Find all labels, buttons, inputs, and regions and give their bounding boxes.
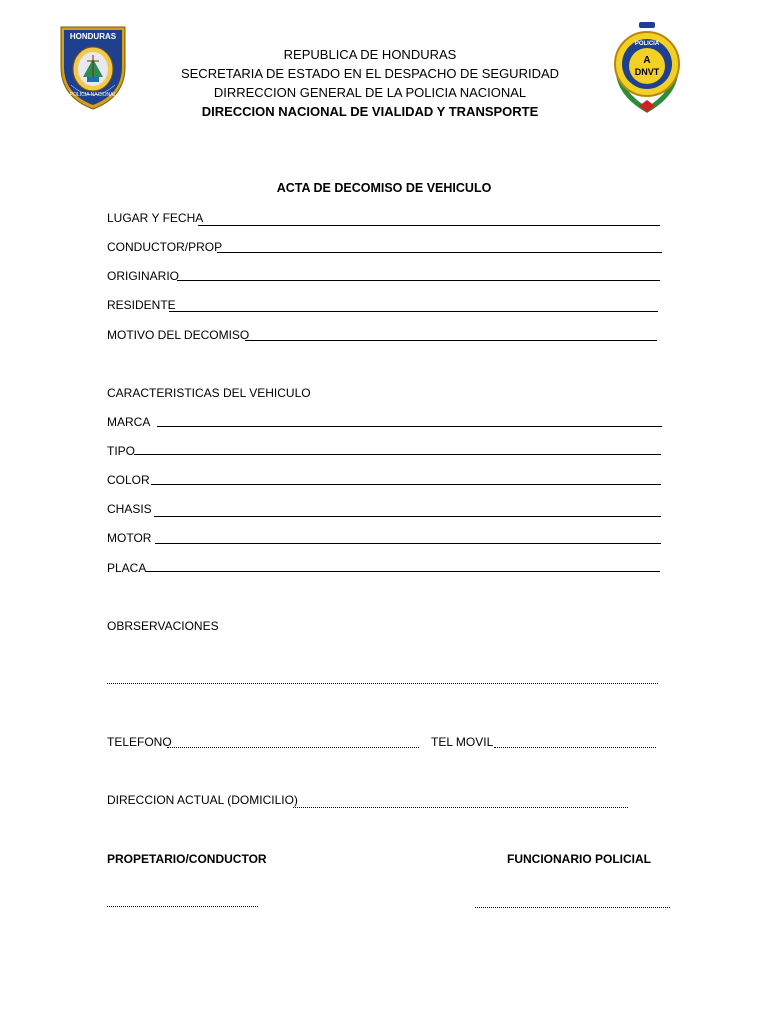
signature-right-label: FUNCIONARIO POLICIAL [507,852,651,866]
signature-right-line[interactable] [475,907,670,908]
motor-field[interactable] [155,543,661,544]
header-line-2: SECRETARIA DE ESTADO EN EL DESPACHO DE SEGURIDAD [180,66,560,81]
originario-label: ORIGINARIO [107,269,180,283]
observaciones-field[interactable] [107,683,658,684]
lugar-fecha-label: LUGAR Y FECHA [107,211,204,225]
vehicle-heading: CARACTERISTICAS DEL VEHICULO [107,386,311,400]
originario-field[interactable] [177,280,660,281]
tel-movil-field[interactable] [494,747,656,748]
svg-text:POLICIA: POLICIA [634,41,660,47]
conductor-label: CONDUCTOR/PROP [107,240,223,254]
placa-field[interactable] [146,571,660,572]
direccion-label: DIRECCION ACTUAL (DOMICILIO) [107,793,298,807]
motivo-label: MOTIVO DEL DECOMISO [107,328,250,342]
motivo-field[interactable] [245,340,657,341]
color-label: COLOR [107,473,150,487]
lugar-fecha-field[interactable] [198,225,660,226]
svg-text:HONDURAS: HONDURAS [69,32,117,41]
signature-left-label: PROPETARIO/CONDUCTOR [107,852,267,866]
tel-movil-label: TEL MOVIL [431,735,494,749]
marca-label: MARCA [107,415,151,429]
telefono-label: TELEFONO [107,735,172,749]
telefono-field[interactable] [167,747,419,748]
header-line-3: DIRRECCION GENERAL DE LA POLICIA NACIONAL [213,85,527,100]
form-title: ACTA DE DECOMISO DE VEHICULO [276,181,492,195]
motor-label: MOTOR [107,531,152,545]
observaciones-label: OBRSERVACIONES [107,619,219,633]
placa-label: PLACA [107,561,147,575]
honduras-police-shield-icon [57,19,129,111]
svg-text:DNVT: DNVT [634,67,660,77]
color-field[interactable] [151,484,661,485]
header-line-4: DIRECCION NACIONAL DE VIALIDAD Y TRANSPORTE [201,104,539,119]
chasis-label: CHASIS [107,502,152,516]
chasis-field[interactable] [154,516,661,517]
tipo-label: TIPO [107,444,136,458]
tipo-field[interactable] [134,454,661,455]
header-line-1: REPUBLICA DE HONDURAS [283,47,457,62]
marca-field[interactable] [157,426,662,427]
residente-field[interactable] [169,311,658,312]
dnvt-police-badge-icon [609,20,685,114]
svg-text:POLICIA NACIONAL: POLICIA NACIONAL [69,92,117,98]
residente-label: RESIDENTE [107,298,176,312]
direccion-field[interactable] [293,807,628,808]
signature-left-line[interactable] [107,906,258,907]
svg-text:A: A [643,55,651,66]
conductor-field[interactable] [217,252,662,253]
